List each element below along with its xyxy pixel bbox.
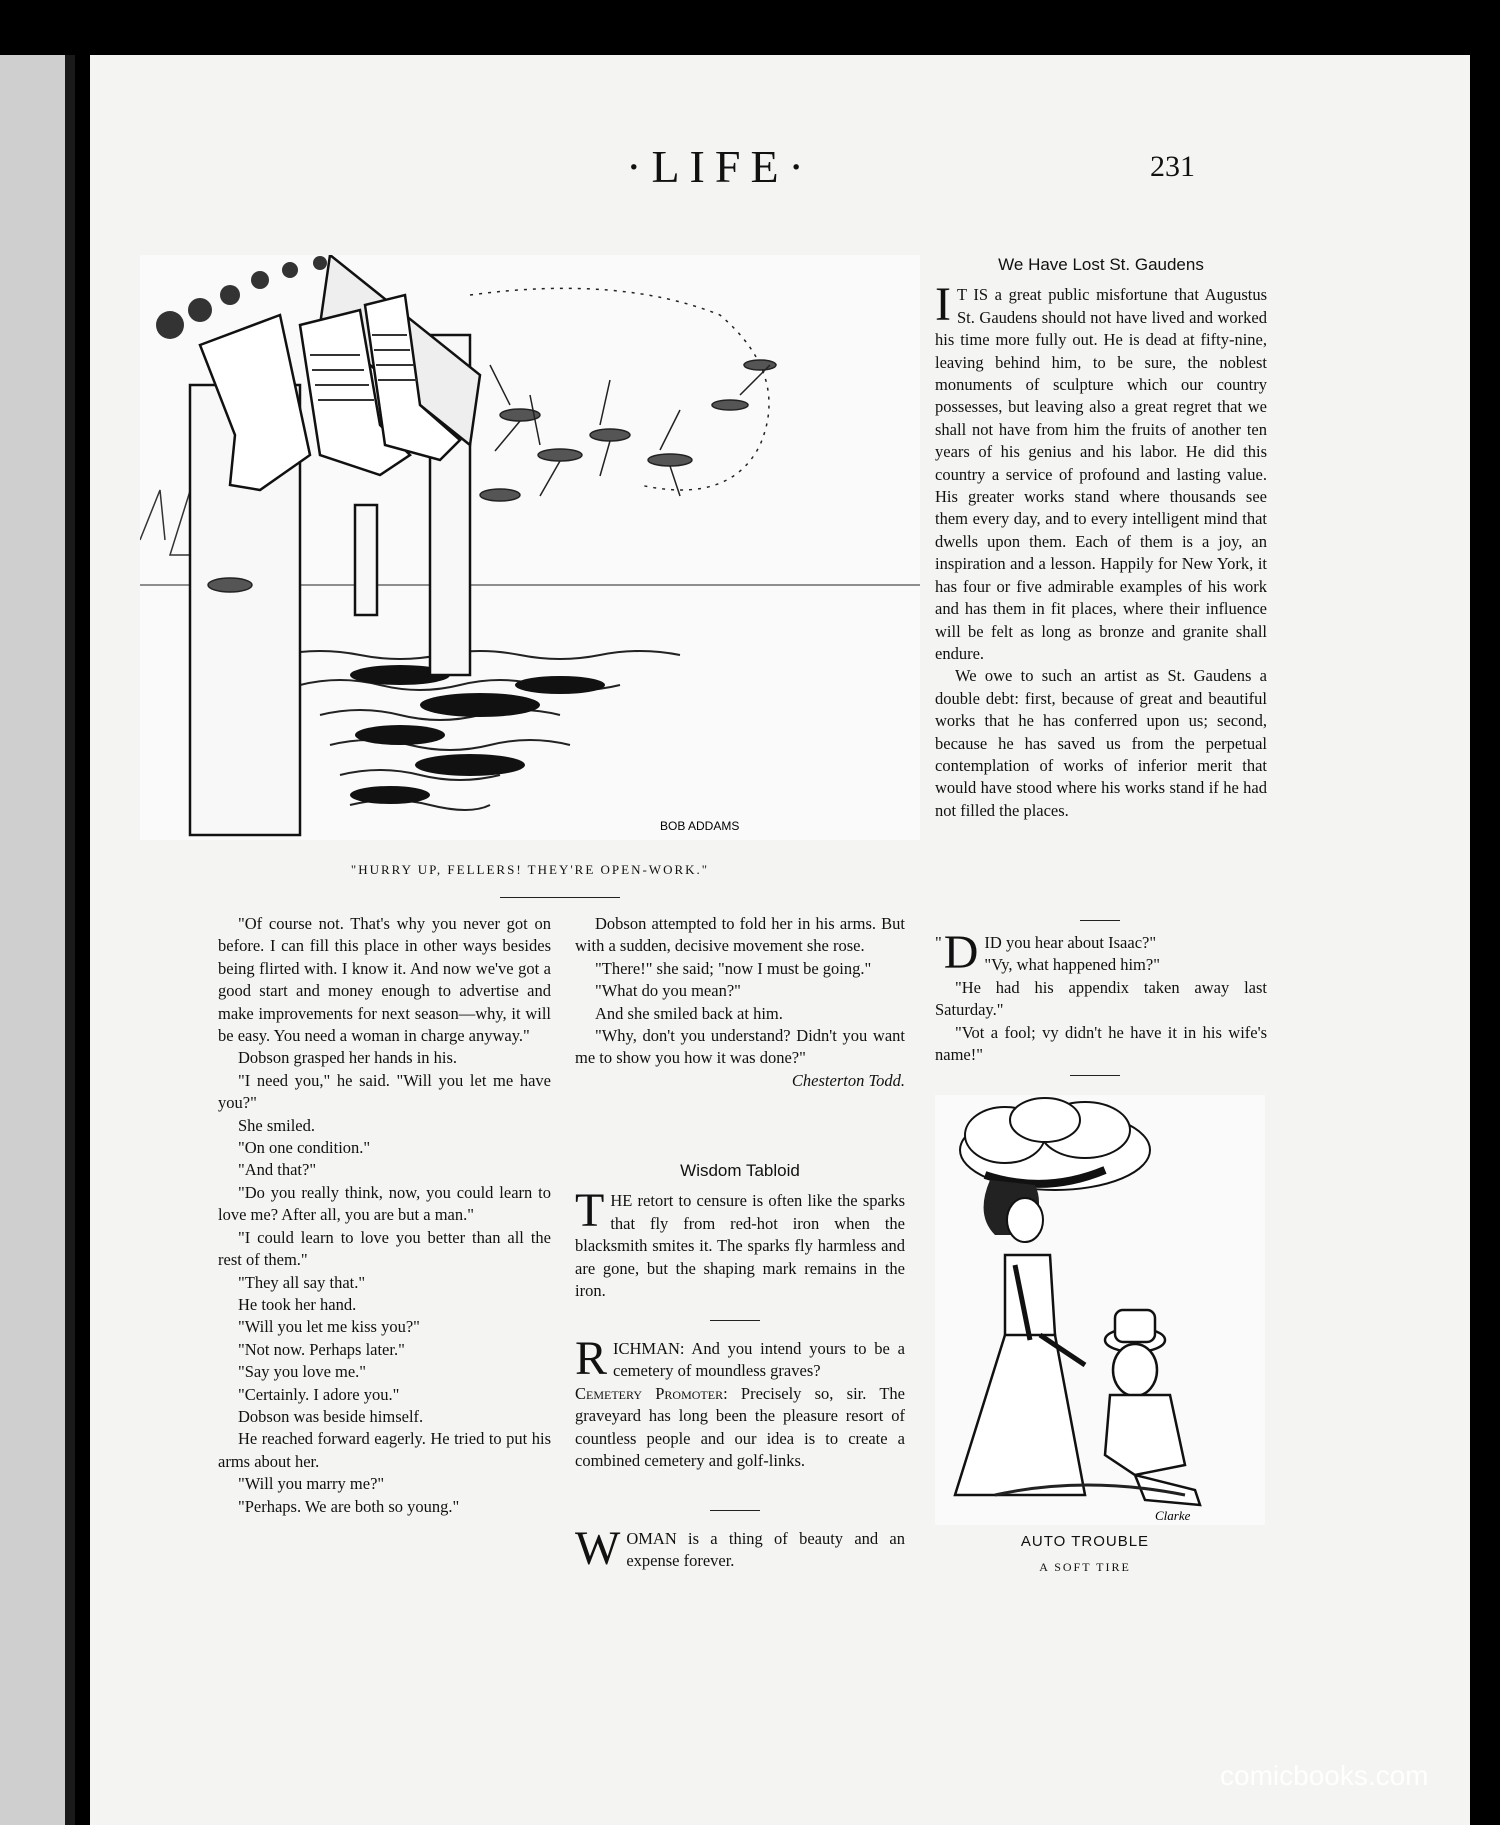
joke-isaac [935,926,1267,1066]
artist-signature-addams: BOB ADDAMS [660,819,740,833]
masthead: ·LIFE· [626,141,814,192]
story-paragraph: Dobson was beside himself. [238,1406,424,1426]
open-quote: " [935,933,942,952]
mosquitoes-stockings-drawing [140,255,920,840]
article-st-gaudens [935,254,1267,822]
auto-trouble-subcaption: A SOFT TIRE [1039,1560,1131,1574]
story-signature: Chesterton Todd. [791,1070,905,1090]
joke-line: "Vy, what happened him?" [984,955,1160,975]
book-spine [65,55,75,1825]
article-paragraph: T IS a great public misfortune that Augustus St. Gaudens should not have lived and worked his time more fully out. He is dead at fifty-nine, leaving behind him, to be sure, the noblest monuments of sculpture which our country possesses, but leaving also a great regret that we shall not have from him the fruits of another ten years of his genius and his labor. He did this country a service of profound and lasting value. His greater works stand where thousands see them every day, and to every intelligent mind that dwells upon them. Each of them is a joy, an inspiration and a lesson. Happily for New York, it has four or five admirable examples of his work and has them in fit places, where their influence will be felt as long as bronze and granite shall endure. [935,285,1267,663]
page-number: 231 [1150,150,1195,183]
speaker-name: Cemetery Promoter [575,1383,724,1403]
drop-cap: T [575,1184,605,1238]
joke-line: ID you hear about Isaac?" [984,933,1157,952]
woman-and-man-drawing [935,1095,1265,1525]
drop-cap: I [935,278,951,332]
story-paragraph: She smiled. [238,1115,315,1135]
section-divider [710,1510,760,1511]
story-paragraph: "Certainly. I adore you." [238,1384,400,1404]
joke-line: "He had his appendix taken away last Saturday." [935,977,1267,1020]
story-paragraph: "I could learn to love you better than all the rest of them." [218,1227,551,1270]
story-column-2 [575,913,905,1092]
story-paragraph: Dobson attempted to fold her in his arms. But with a sudden, decisive movement she rose. [575,914,905,956]
auto-trouble-caption: AUTO TROUBLE [1020,1533,1150,1550]
story-paragraph: "There!" she said; "now I must be going." [595,958,872,978]
story-paragraph: "Do you really think, now, you could learn to love me? After all, you are but a man." [218,1182,551,1225]
story-paragraph: "Will you marry me?" [238,1474,385,1494]
section-divider [1070,1075,1120,1076]
story-paragraph: "And that?" [238,1160,317,1180]
section-divider [1080,920,1120,921]
section-divider [710,1320,760,1321]
woman-text: OMAN is a thing of beauty and an expense forever. [626,1529,905,1571]
drop-cap: R [575,1332,608,1385]
previous-page-edge [0,55,75,1825]
story-paragraph: And she smiled back at him. [595,1003,783,1023]
wisdom-tabloid [575,1160,905,1302]
story-paragraph: "Say you love me." [238,1362,367,1382]
story-paragraph: "Perhaps. We are both so young." [238,1496,460,1516]
story-paragraph: "Why, don't you understand? Didn't you want me to show you how it was done?" [575,1026,905,1068]
story-paragraph: "Not now. Perhaps later." [238,1339,405,1359]
top-illustration [140,255,920,840]
story-paragraph: "Of course not. That's why you never got on before. I can fill this place in other ways besides being flirted with. I know it. And now we've got a good start and money enough to advertise and make improvements for next season—why, it will be easy. You need a woman in charge anyway." [218,914,551,1046]
article-title: We Have Lost St. Gaudens [998,255,1204,274]
auto-trouble-illustration [935,1095,1265,1525]
site-watermark: comicbooks.com [1220,1760,1429,1791]
richman-joke [575,1332,905,1472]
caption-divider [500,897,620,898]
story-paragraph: Dobson grasped her hands in his. [238,1048,458,1068]
story-paragraph: He reached forward eagerly. He tried to put his arms about her. [218,1429,551,1471]
story-paragraph: "I need you," he said. "Will you let me have you?" [218,1070,551,1113]
wisdom-title: Wisdom Tabloid [680,1161,800,1180]
story-paragraph: "Will you let me kiss you?" [238,1317,420,1337]
story-paragraph: "They all say that." [238,1272,366,1292]
story-paragraph: "On one condition." [238,1138,371,1158]
story-paragraph: "What do you mean?" [595,981,741,1001]
top-illustration-caption: "HURRY UP, FELLERS! THEY'RE OPEN-WORK." [350,862,710,877]
drop-cap: W [575,1522,621,1575]
story-paragraph: He took her hand. [238,1294,357,1314]
article-paragraph: We owe to such an artist as St. Gaudens a double debt: first, because of great and beautiful works that he has conferred upon us; second, because he has saved us from the perpetual contemplation of works of inferior merit that would have stood where his works stand if he had not filled the places. [935,666,1267,820]
joke-line: "Vot a fool; vy didn't he have it in his wife's name!" [935,1022,1267,1065]
story-column-1 [218,913,551,1518]
drop-cap: D [943,926,979,979]
richman-line: ICHMAN: And you intend yours to be a cemetery of moundless graves? [613,1339,905,1381]
wisdom-text: HE retort to censure is often like the sparks that fly from red-hot iron when the blacksmith smites it. The sparks fly harmless and are gone, but the shaping mark remains in the iron. [575,1191,905,1301]
richman-line: : Precisely so, sir. The graveyard has long been the pleasure resort of countless people and our idea is to create a combined cemetery and golf-links. [575,1383,905,1471]
woman-epigram [575,1522,905,1575]
artist-signature-clarke: Clarke [1155,1508,1191,1523]
